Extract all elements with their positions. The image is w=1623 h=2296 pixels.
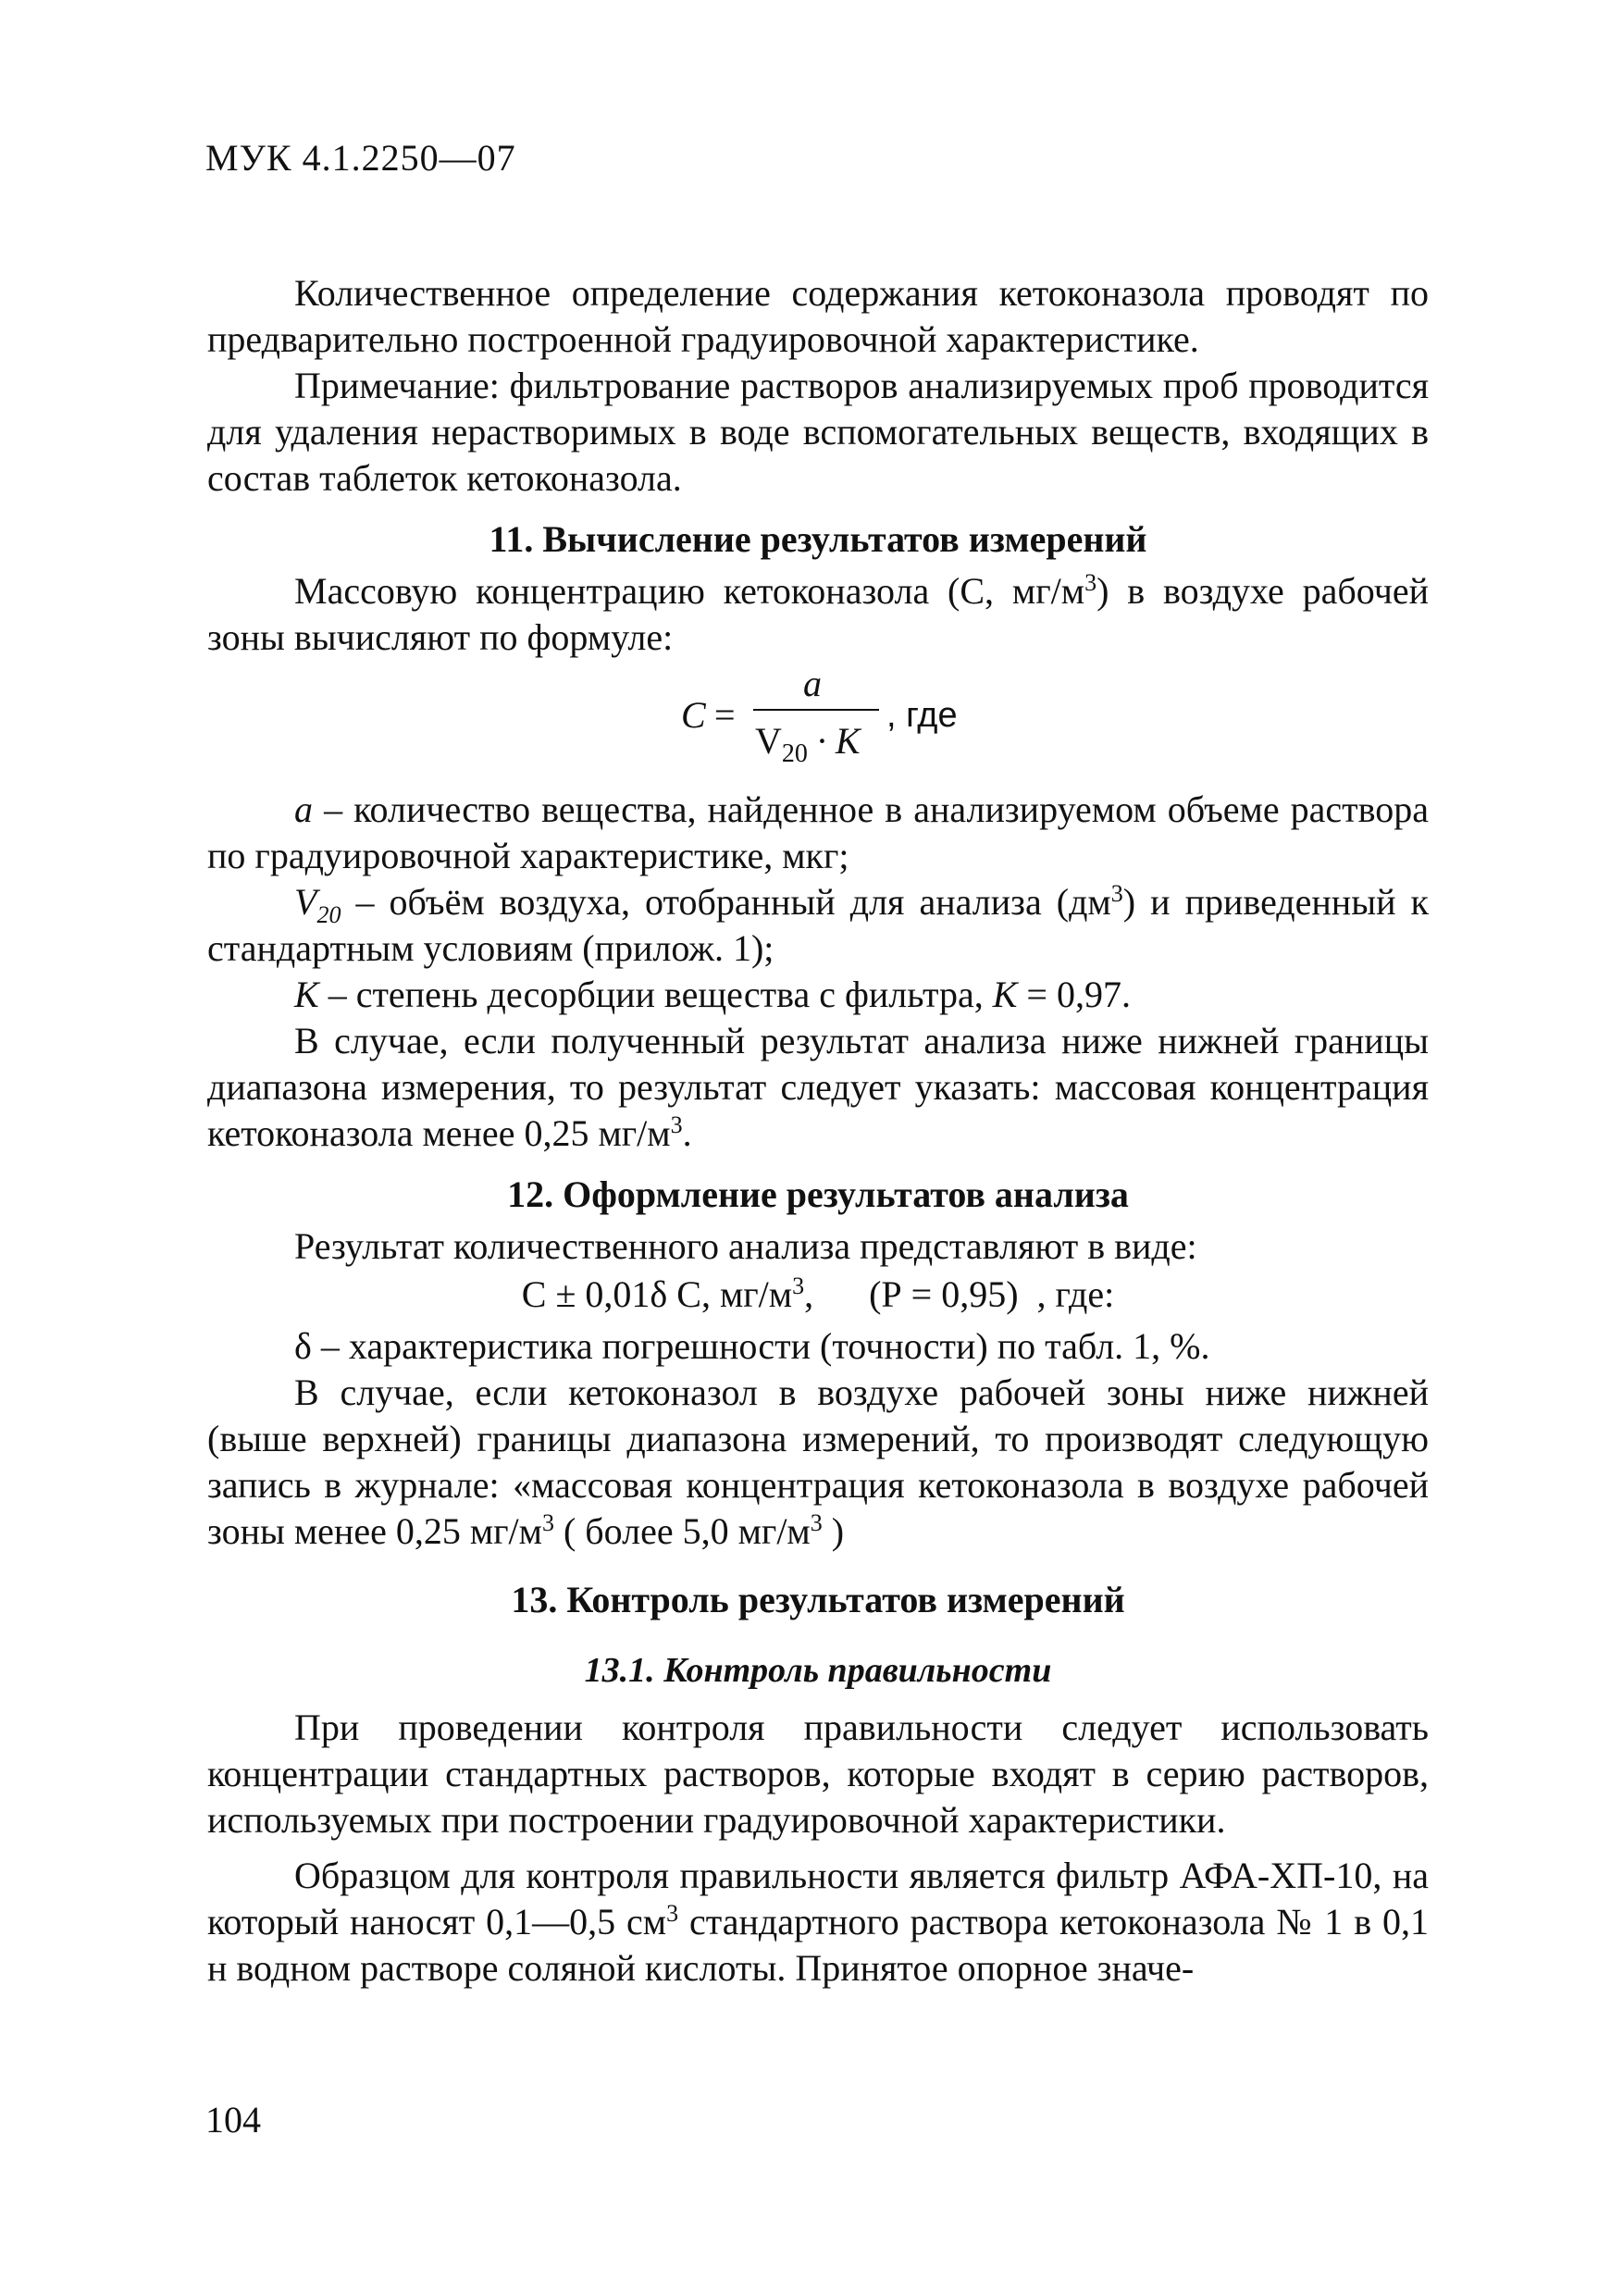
intro-note-paragraph: Примечание: фильтрование растворов анализируемых проб проводится для удаления нерастворимых в воде вспомогательных веществ, входящих в состав таблеток кетоконазола. [207, 365, 1429, 499]
delta-definition: δ – характеристика погрешности (точности) по табл. 1, %. [294, 1325, 1210, 1367]
section-13-paragraph-1: При проведении контроля правильности следует использовать концентрации стандартных растворов, которые входят в серию растворов, используемых при построении градуировочной характеристики. [207, 1706, 1429, 1841]
section-11-intro: Массовую концентрацию кетоконазола (С, $мг/м^3$) в воздухе рабочей зоны вычисляют по формуле: [207, 569, 1429, 658]
definition-k: K – степень десорбции вещества с фильтра, K = 0,97. [294, 974, 1131, 1015]
page-body [207, 270, 1429, 1992]
section-12-range-paragraph: В случае, если кетоконазол в воздухе рабочей зоны ниже нижней (выше верхней) границы диапазона измерений, то производят следующую запись в журнале: «массовая концентрация кетоконазола в воздухе рабочей зоны менее 0,25 $мг/м^3$ ( более 5,0 $мг/м^3$ ) [207, 1371, 1429, 1552]
definition-v20: $V_{20}$ – объём воздуха, отобранный для анализа $(дм^3)$ и приведенный к стандартным условиям (прилож. 1); [207, 880, 1429, 969]
fraction-bar [753, 709, 879, 711]
formula-definitions [207, 787, 1429, 1157]
section-12-title: 12. Оформление результатов анализа [507, 1173, 1129, 1215]
section-11-title: 11. Вычисление результатов измерений [489, 518, 1147, 560]
result-expression: С ± 0,01δ С, $мг/м^3$, (Р = 0,95) , где: [521, 1272, 1115, 1315]
formula-numerator: a [803, 663, 822, 704]
section-13-title: 13. Контроль результатов измерений [511, 1579, 1125, 1620]
low-limit-paragraph: В случае, если полученный результат анализа ниже нижней границы диапазона измерения, то результат следует указать: массовая концентрация кетоконазола менее 0,25 $мг/м^3$. [207, 1020, 1429, 1154]
document-code: МУК 4.1.2250—07 [205, 137, 516, 179]
formula-lhs: C [681, 694, 706, 736]
section-12-intro: Результат количественного анализа представляют в виде: [294, 1225, 1197, 1267]
section-13-paragraph-2: Образцом для контроля правильности является фильтр АФА-ХП-10, на который наносят 0,1—0,5 $см^3$ стандартного раствора кетоконазола № 1 в 0,1 н водном растворе соляной кислоты. Принятое опорное значе- [207, 1855, 1430, 1989]
page-number: 104 [205, 2099, 261, 2141]
formula-denominator: $V_{20} \cdot K$ [755, 720, 861, 768]
intro-paragraph-1: Количественное определение содержания кетоконазола проводят по предварительно построенной градуировочной характеристике. [207, 272, 1429, 360]
definition-a: a – количество вещества, найденное в анализируемом объеме раствора по градуировочной характеристике, мкг; [207, 788, 1429, 876]
formula-equals: = [714, 694, 736, 736]
formula-where: , где [886, 696, 958, 735]
concentration-formula [207, 663, 1429, 777]
section-13-1-subtitle: 13.1. Контроль правильности [584, 1651, 1052, 1690]
